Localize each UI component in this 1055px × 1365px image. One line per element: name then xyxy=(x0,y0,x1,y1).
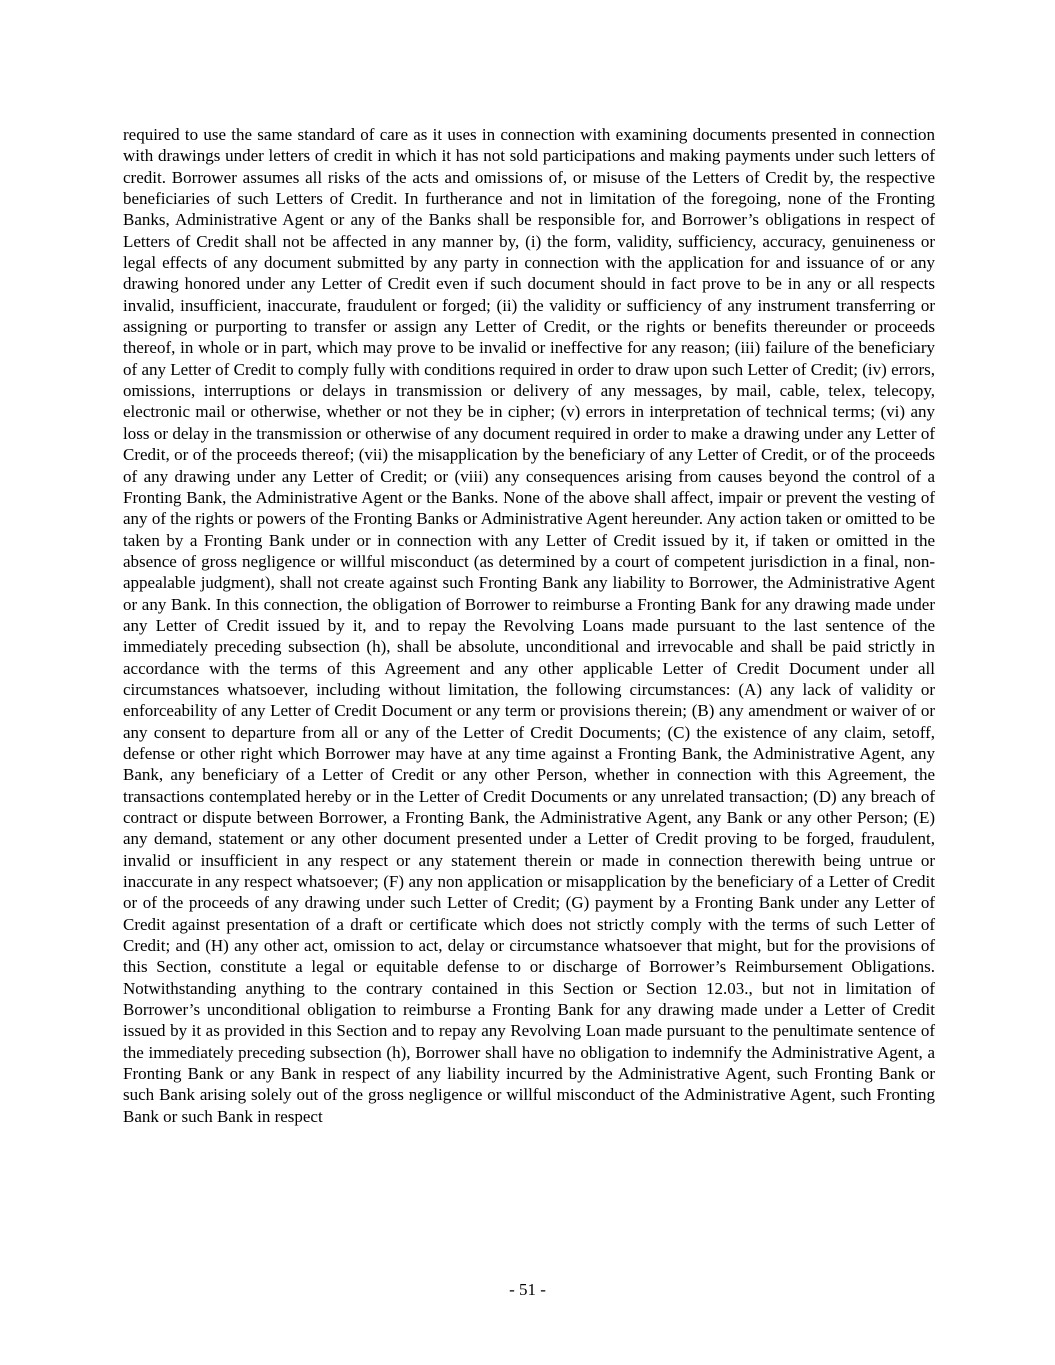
body-paragraph: required to use the same standard of care as it uses in connection with examining documents presented in connection with drawings under letters of credit in which it has not sold participations and making payments under such letters of credit. Borrower assumes all risks of the acts and omissions of, or misuse of the Letters of Credit by, the respective beneficiaries of such Letters of Credit. In furtherance and not in limitation of the foregoing, none of the Fronting Banks, Administrative Agent or any of the Banks shall be responsible for, and Borrower’s obligations in respect of Letters of Credit shall not be affected in any manner by, (i) the form, validity, sufficiency, accuracy, genuineness or legal effects of any document submitted by any party in connection with the application for and issuance of or any drawing honored under any Letter of Credit even if such document should in fact prove to be in any or all respects invalid, insufficient, inaccurate, fraudulent or forged; (ii) the validity or sufficiency of any instrument transferring or assigning or purporting to transfer or assign any Letter of Credit, or the rights or benefits thereunder or proceeds thereof, in whole or in part, which may prove to be invalid or ineffective for any reason; (iii) failure of the beneficiary of any Letter of Credit to comply fully with conditions required in order to draw upon such Letter of Credit; (iv) errors, omissions, interruptions or delays in transmission or delivery of any messages, by mail, cable, telex, telecopy, electronic mail or otherwise, whether or not they be in cipher; (v) errors in interpretation of technical terms; (vi) any loss or delay in the transmission or otherwise of any document required in order to make a drawing under any Letter of Credit, or of the proceeds thereof; (vii) the misapplication by the beneficiary of any Letter of Credit, or of the proceeds of any drawing under any Letter of Credit; or (viii) any consequences arising from causes beyond the control of a Fronting Bank, the Administrative Agent or the Banks. None of the above shall affect, impair or prevent the vesting of any of the rights or powers of the Fronting Banks or Administrative Agent hereunder. Any action taken or omitted to be taken by a Fronting Bank under or in connection with any Letter of Credit issued by it, if taken or omitted in the absence of gross negligence or willful misconduct (as determined by a court of competent jurisdiction in a final, non-appealable judgment), shall not create against such Fronting Bank any liability to Borrower, the Administrative Agent or any Bank. In this connection, the obligation of Borrower to reimburse a Fronting Bank for any drawing made under any Letter of Credit issued by it, and to repay the Revolving Loans made pursuant to the last sentence of the immediately preceding subsection (h), shall be absolute, unconditional and irrevocable and shall be paid strictly in accordance with the terms of this Agreement and any other applicable Letter of Credit Document under all circumstances whatsoever, including without limitation, the following circumstances: (A) any lack of validity or enforceability of any Letter of Credit Document or any term or provisions therein; (B) any amendment or waiver of or any consent to departure from all or any of the Letter of Credit Documents; (C) the existence of any claim, setoff, defense or other right which Borrower may have at any time against a Fronting Bank, the Administrative Agent, any Bank, any beneficiary of a Letter of Credit or any other Person, whether in connection with this Agreement, the transactions contemplated hereby or in the Letter of Credit Documents or any unrelated transaction; (D) any breach of contract or dispute between Borrower, a Fronting Bank, the Administrative Agent, any Bank or any other Person; (E) any demand, statement or any other document presented under a Letter of Credit proving to be forged, fraudulent, invalid or insufficient in any respect or any statement therein or made in connection therewith being untrue or inaccurate in any respect whatsoever; (F) any non application or misapplication by the beneficiary of a Letter of Credit or of the proceeds of any drawing under such Letter of Credit; (G) payment by a Fronting Bank under any Letter of Credit against presentation of a draft or certificate which does not strictly comply with the terms of such Letter of Credit; and (H) any other act, omission to act, delay or circumstance whatsoever that might, but for the provisions of this Section, constitute a legal or equitable defense to or discharge of Borrower’s Reimbursement Obligations. Notwithstanding anything to the contrary contained in this Section or Section 12.03., but not in limitation of Borrower’s unconditional obligation to reimburse a Fronting Bank for any drawing made under a Letter of Credit issued by it as provided in this Section and to repay any Revolving Loan made pursuant to the penultimate sentence of the immediately preceding subsection (h), Borrower shall have no obligation to indemnify the Administrative Agent, a Fronting Bank or any Bank in respect of any liability incurred by the Administrative Agent, such Fronting Bank or such Bank arising solely out of the gross negligence or willful misconduct of the Administrative Agent, such Fronting Bank or such Bank in respect xyxy=(123,125,935,1126)
text-block xyxy=(123,124,935,1127)
page-number: - 51 - xyxy=(509,1280,546,1299)
